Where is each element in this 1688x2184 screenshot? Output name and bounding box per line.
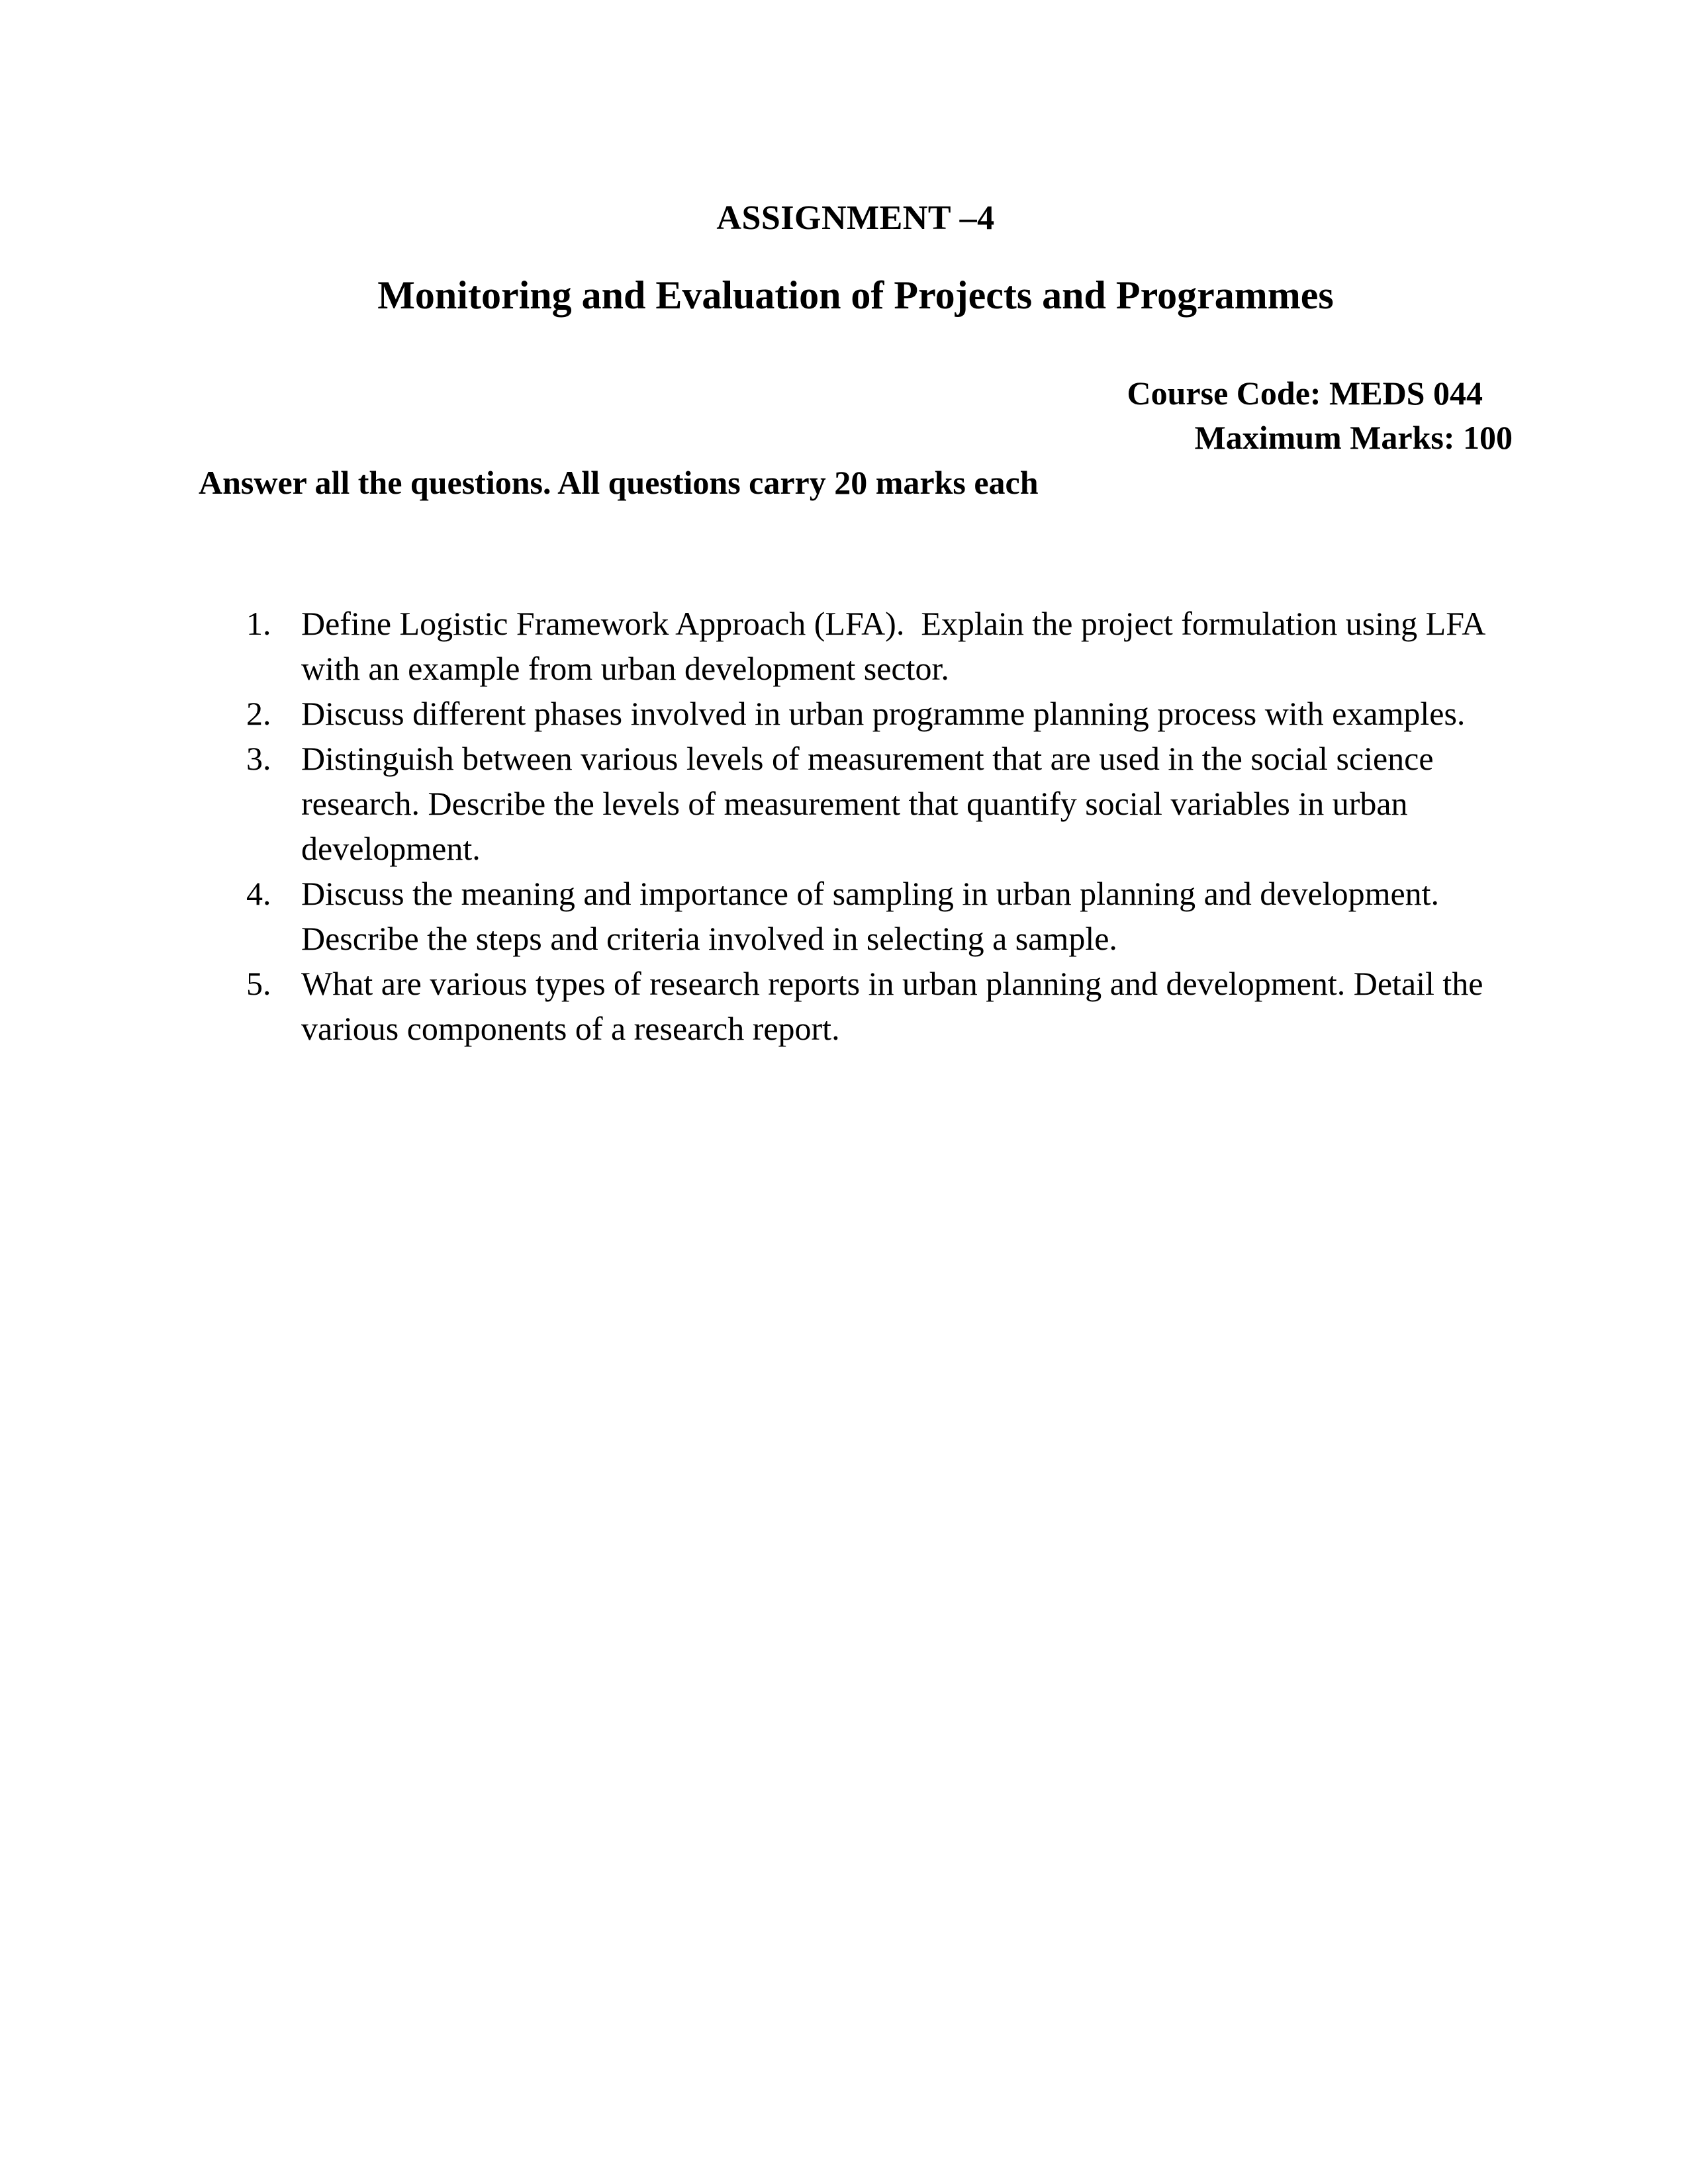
question-text: Distinguish between various levels of measurement that are used in the social science research. Describe the levels of measurement that quantify social variables in urban development. (301, 740, 1442, 867)
question-item (199, 736, 1513, 871)
question-text: Define Logistic Framework Approach (LFA). Explain the project formulation using LFA with an example from urban development sector. (301, 605, 1493, 687)
question-number: 3. (246, 740, 271, 777)
question-number: 1. (246, 605, 271, 642)
question-item (199, 961, 1513, 1051)
course-code: Course Code: MEDS 044 (1127, 375, 1483, 412)
question-number: 4. (246, 875, 271, 912)
question-number: 2. (246, 695, 271, 732)
maximum-marks: Maximum Marks: 100 (1194, 419, 1513, 456)
question-number: 5. (246, 965, 271, 1002)
question-item (199, 601, 1513, 691)
question-text: Discuss the meaning and importance of sampling in urban planning and development. Describe the steps and criteria involved in selecting a sample. (301, 875, 1448, 957)
question-list (199, 601, 1513, 1051)
question-item (199, 691, 1513, 736)
question-item (199, 871, 1513, 961)
meta-block (199, 371, 1513, 460)
question-text: Discuss different phases involved in urban programme planning process with examples. (301, 695, 1466, 732)
question-text: What are various types of research reports in urban planning and development. Detail the various components of a research report. (301, 965, 1491, 1047)
assignment-title: ASSIGNMENT –4 (716, 199, 995, 237)
course-title: Monitoring and Evaluation of Projects and Programmes (377, 273, 1334, 317)
instruction-line: Answer all the questions. All questions carry 20 marks each (199, 464, 1039, 501)
